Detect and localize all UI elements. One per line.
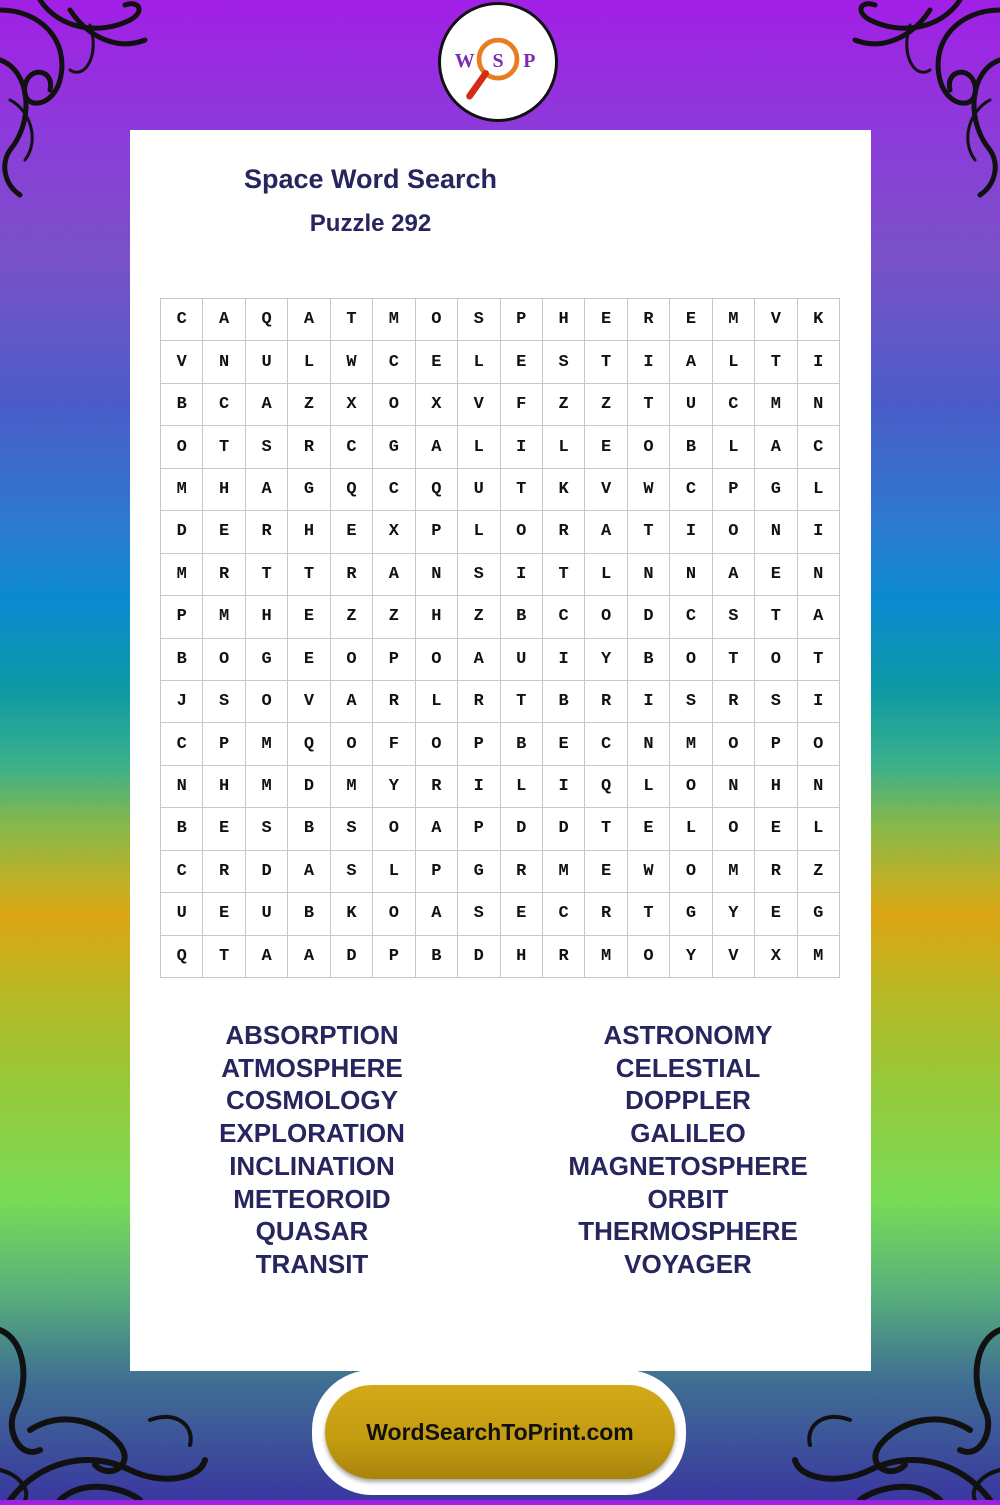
grid-cell[interactable]: Y	[670, 936, 712, 978]
grid-cell[interactable]: L	[798, 469, 840, 511]
logo-letter-p: P	[523, 49, 536, 72]
magnifier-logo-icon	[441, 5, 555, 119]
grid-cell[interactable]: R	[585, 893, 627, 935]
grid-cell[interactable]: D	[458, 936, 500, 978]
word-list-item: EXPLORATION	[219, 1118, 405, 1149]
grid-cell[interactable]: K	[543, 469, 585, 511]
grid-cell[interactable]: C	[713, 384, 755, 426]
grid-cell[interactable]: E	[585, 426, 627, 468]
grid-cell[interactable]: N	[798, 554, 840, 596]
grid-cell[interactable]: R	[203, 554, 245, 596]
grid-cell[interactable]: E	[585, 851, 627, 893]
grid-cell[interactable]: K	[331, 893, 373, 935]
grid-cell[interactable]: M	[543, 851, 585, 893]
grid-cell[interactable]: O	[246, 681, 288, 723]
grid-cell[interactable]: V	[755, 299, 797, 341]
grid-cell[interactable]: A	[246, 469, 288, 511]
grid-cell[interactable]: S	[203, 681, 245, 723]
grid-cell[interactable]: B	[501, 723, 543, 765]
grid-cell[interactable]: P	[501, 299, 543, 341]
grid-cell[interactable]: T	[755, 596, 797, 638]
grid-cell[interactable]: Z	[543, 384, 585, 426]
grid-cell[interactable]: U	[501, 639, 543, 681]
grid-cell[interactable]: O	[798, 723, 840, 765]
grid-cell[interactable]: A	[713, 554, 755, 596]
grid-cell[interactable]: C	[203, 384, 245, 426]
grid-cell[interactable]: T	[288, 554, 330, 596]
grid-cell[interactable]: S	[331, 808, 373, 850]
grid-cell[interactable]: G	[755, 469, 797, 511]
grid-cell[interactable]: O	[331, 723, 373, 765]
grid-cell[interactable]: A	[288, 299, 330, 341]
grid-cell[interactable]: A	[203, 299, 245, 341]
grid-cell[interactable]: X	[755, 936, 797, 978]
grid-cell[interactable]: M	[755, 384, 797, 426]
grid-cell[interactable]: L	[798, 808, 840, 850]
grid-cell[interactable]: S	[246, 808, 288, 850]
grid-cell[interactable]: O	[670, 851, 712, 893]
word-list-item: ORBIT	[647, 1183, 729, 1214]
grid-cell[interactable]: A	[798, 596, 840, 638]
grid-cell[interactable]: Z	[798, 851, 840, 893]
grid-cell[interactable]: F	[501, 384, 543, 426]
grid-cell[interactable]: U	[246, 341, 288, 383]
grid-cell[interactable]: R	[203, 851, 245, 893]
grid-cell[interactable]: T	[203, 936, 245, 978]
grid-cell[interactable]: H	[755, 766, 797, 808]
grid-cell[interactable]: S	[331, 851, 373, 893]
grid-cell[interactable]: A	[373, 554, 415, 596]
grid-cell[interactable]: J	[161, 681, 203, 723]
grid-cell[interactable]: U	[458, 469, 500, 511]
grid-cell[interactable]: O	[161, 426, 203, 468]
grid-cell[interactable]: C	[373, 469, 415, 511]
grid-cell[interactable]: O	[501, 511, 543, 553]
grid-cell[interactable]: D	[288, 766, 330, 808]
word-list-left	[162, 1019, 462, 1281]
grid-cell[interactable]: R	[416, 766, 458, 808]
grid-cell[interactable]: B	[416, 936, 458, 978]
grid-cell[interactable]: W	[628, 851, 670, 893]
grid-cell[interactable]: E	[288, 639, 330, 681]
grid-cell[interactable]: N	[628, 723, 670, 765]
grid-cell[interactable]: P	[416, 511, 458, 553]
grid-cell[interactable]: O	[373, 384, 415, 426]
grid-cell[interactable]: V	[161, 341, 203, 383]
grid-cell[interactable]: C	[161, 723, 203, 765]
site-logo[interactable]	[438, 2, 558, 122]
grid-cell[interactable]: M	[331, 766, 373, 808]
grid-cell[interactable]: H	[501, 936, 543, 978]
grid-cell[interactable]: O	[373, 893, 415, 935]
grid-cell[interactable]: P	[458, 808, 500, 850]
puzzle-subtitle: Puzzle 292	[309, 210, 432, 237]
grid-cell[interactable]: E	[755, 893, 797, 935]
grid-cell[interactable]: V	[288, 681, 330, 723]
grid-cell[interactable]: Z	[331, 596, 373, 638]
word-list-item: MAGNETOSPHERE	[568, 1150, 808, 1181]
grid-cell[interactable]: B	[501, 596, 543, 638]
grid-cell[interactable]: O	[628, 936, 670, 978]
grid-cell[interactable]: M	[373, 299, 415, 341]
grid-cell[interactable]: E	[203, 511, 245, 553]
grid-cell[interactable]: C	[161, 851, 203, 893]
grid-cell[interactable]: I	[628, 341, 670, 383]
grid-cell[interactable]: T	[501, 469, 543, 511]
grid-cell[interactable]: E	[670, 299, 712, 341]
grid-cell[interactable]: L	[585, 554, 627, 596]
grid-cell[interactable]: R	[628, 299, 670, 341]
grid-cell[interactable]: T	[501, 681, 543, 723]
grid-cell[interactable]: E	[203, 893, 245, 935]
grid-cell[interactable]: Z	[373, 596, 415, 638]
grid-cell[interactable]: O	[416, 639, 458, 681]
grid-cell[interactable]: O	[670, 639, 712, 681]
grid-cell[interactable]: A	[755, 426, 797, 468]
grid-cell[interactable]: Y	[585, 639, 627, 681]
grid-cell[interactable]: C	[543, 893, 585, 935]
grid-cell[interactable]: R	[755, 851, 797, 893]
grid-cell[interactable]: N	[798, 766, 840, 808]
grid-cell[interactable]: R	[543, 936, 585, 978]
grid-cell[interactable]: E	[755, 554, 797, 596]
grid-cell[interactable]: E	[543, 723, 585, 765]
grid-cell[interactable]: R	[585, 681, 627, 723]
grid-cell[interactable]: S	[458, 893, 500, 935]
grid-cell[interactable]: R	[713, 681, 755, 723]
grid-cell[interactable]: W	[331, 341, 373, 383]
grid-cell[interactable]: F	[373, 723, 415, 765]
grid-cell[interactable]: L	[373, 851, 415, 893]
grid-cell[interactable]: A	[416, 893, 458, 935]
grid-cell[interactable]: R	[458, 681, 500, 723]
grid-cell[interactable]: T	[755, 341, 797, 383]
grid-cell[interactable]: B	[161, 639, 203, 681]
grid-cell[interactable]: C	[161, 299, 203, 341]
grid-cell[interactable]: A	[246, 936, 288, 978]
grid-cell[interactable]: T	[331, 299, 373, 341]
grid-cell[interactable]: M	[161, 554, 203, 596]
grid-cell[interactable]: Q	[416, 469, 458, 511]
grid-cell[interactable]: S	[755, 681, 797, 723]
grid-cell[interactable]: B	[161, 808, 203, 850]
grid-cell[interactable]: Y	[713, 893, 755, 935]
grid-cell[interactable]: E	[628, 808, 670, 850]
grid-cell[interactable]: T	[585, 808, 627, 850]
grid-cell[interactable]: L	[458, 341, 500, 383]
grid-cell[interactable]: R	[543, 511, 585, 553]
grid-cell[interactable]: N	[203, 341, 245, 383]
grid-cell[interactable]: V	[458, 384, 500, 426]
grid-cell[interactable]: G	[458, 851, 500, 893]
grid-cell[interactable]: E	[288, 596, 330, 638]
grid-cell[interactable]: R	[501, 851, 543, 893]
word-list-item: GALILEO	[630, 1118, 746, 1149]
grid-cell[interactable]: Z	[458, 596, 500, 638]
grid-cell[interactable]: Q	[288, 723, 330, 765]
grid-cell[interactable]: H	[543, 299, 585, 341]
grid-cell[interactable]: L	[543, 426, 585, 468]
grid-cell[interactable]: N	[713, 766, 755, 808]
grid-cell[interactable]: A	[416, 808, 458, 850]
word-list-item: CELESTIAL	[615, 1052, 761, 1083]
word-list-item: QUASAR	[255, 1216, 369, 1247]
grid-cell[interactable]: L	[501, 766, 543, 808]
site-link-button[interactable]	[325, 1385, 675, 1479]
grid-cell[interactable]: M	[203, 596, 245, 638]
corner-flourish-top-right	[850, 0, 1000, 200]
grid-cell[interactable]: N	[755, 511, 797, 553]
grid-cell[interactable]: A	[331, 681, 373, 723]
grid-cell[interactable]: O	[585, 596, 627, 638]
grid-cell[interactable]: A	[670, 341, 712, 383]
grid-cell[interactable]: A	[288, 851, 330, 893]
grid-cell[interactable]: G	[288, 469, 330, 511]
grid-cell[interactable]: E	[203, 808, 245, 850]
grid-cell[interactable]: N	[628, 554, 670, 596]
grid-cell[interactable]: Z	[585, 384, 627, 426]
grid-cell[interactable]: N	[798, 384, 840, 426]
grid-cell[interactable]: C	[543, 596, 585, 638]
grid-cell[interactable]: M	[713, 299, 755, 341]
grid-cell[interactable]: A	[288, 936, 330, 978]
grid-cell[interactable]: P	[713, 469, 755, 511]
word-list-item: ASTRONOMY	[603, 1020, 773, 1050]
grid-cell[interactable]: A	[585, 511, 627, 553]
grid-cell[interactable]: A	[458, 639, 500, 681]
grid-cell[interactable]: E	[501, 341, 543, 383]
grid-cell[interactable]: M	[713, 851, 755, 893]
grid-cell[interactable]: Z	[288, 384, 330, 426]
grid-cell[interactable]: O	[670, 766, 712, 808]
grid-cell[interactable]: C	[373, 341, 415, 383]
grid-cell[interactable]: R	[288, 426, 330, 468]
grid-cell[interactable]: X	[416, 384, 458, 426]
grid-cell[interactable]: M	[246, 723, 288, 765]
grid-cell[interactable]: I	[543, 639, 585, 681]
grid-cell[interactable]: T	[628, 893, 670, 935]
grid-cell[interactable]: Q	[331, 469, 373, 511]
grid-cell[interactable]: O	[755, 639, 797, 681]
grid-cell[interactable]: N	[161, 766, 203, 808]
grid-cell[interactable]: T	[713, 639, 755, 681]
grid-cell[interactable]: H	[246, 596, 288, 638]
site-link-label: WordSearchToPrint.com	[366, 1418, 634, 1445]
word-list-item: THERMOSPHERE	[578, 1216, 798, 1247]
grid-cell[interactable]: H	[203, 469, 245, 511]
grid-cell[interactable]: A	[246, 384, 288, 426]
grid-cell[interactable]: P	[373, 936, 415, 978]
grid-cell[interactable]: I	[798, 341, 840, 383]
grid-cell[interactable]: O	[713, 511, 755, 553]
grid-cell[interactable]: I	[501, 554, 543, 596]
grid-cell[interactable]: H	[416, 596, 458, 638]
grid-cell[interactable]: T	[628, 384, 670, 426]
grid-cell[interactable]: L	[713, 341, 755, 383]
grid-cell[interactable]: U	[246, 893, 288, 935]
grid-cell[interactable]: E	[755, 808, 797, 850]
grid-cell[interactable]: P	[755, 723, 797, 765]
grid-cell[interactable]: B	[288, 808, 330, 850]
grid-cell[interactable]: R	[331, 554, 373, 596]
grid-cell[interactable]: S	[543, 341, 585, 383]
grid-cell[interactable]: D	[161, 511, 203, 553]
grid-cell[interactable]: T	[798, 639, 840, 681]
grid-cell[interactable]: I	[458, 766, 500, 808]
grid-cell[interactable]: B	[628, 639, 670, 681]
grid-cell[interactable]: C	[670, 596, 712, 638]
grid-cell[interactable]: P	[161, 596, 203, 638]
grid-cell[interactable]: O	[713, 723, 755, 765]
grid-cell[interactable]: M	[798, 936, 840, 978]
grid-cell[interactable]: I	[628, 681, 670, 723]
grid-cell[interactable]: I	[798, 511, 840, 553]
grid-cell[interactable]: O	[373, 808, 415, 850]
grid-cell[interactable]: L	[416, 681, 458, 723]
word-list-item: COSMOLOGY	[226, 1085, 398, 1116]
grid-cell[interactable]: X	[373, 511, 415, 553]
grid-cell[interactable]: E	[416, 341, 458, 383]
grid-cell[interactable]: N	[416, 554, 458, 596]
word-list-item: ATMOSPHERE	[221, 1052, 403, 1083]
grid-cell[interactable]: P	[458, 723, 500, 765]
grid-cell[interactable]: I	[501, 426, 543, 468]
word-list-item: DOPPLER	[625, 1085, 751, 1116]
grid-cell[interactable]: Y	[373, 766, 415, 808]
grid-cell[interactable]: L	[713, 426, 755, 468]
grid-cell[interactable]: S	[713, 596, 755, 638]
letter-grid	[160, 298, 840, 978]
grid-cell[interactable]: W	[628, 469, 670, 511]
grid-cell[interactable]: I	[670, 511, 712, 553]
grid-cell[interactable]: H	[288, 511, 330, 553]
logo-letter-w: W	[454, 49, 475, 72]
grid-cell[interactable]: M	[161, 469, 203, 511]
grid-cell[interactable]: E	[331, 511, 373, 553]
grid-cell[interactable]: L	[288, 341, 330, 383]
grid-cell[interactable]: T	[628, 511, 670, 553]
grid-cell[interactable]: D	[331, 936, 373, 978]
grid-cell[interactable]: V	[585, 469, 627, 511]
grid-cell[interactable]: L	[670, 808, 712, 850]
grid-cell[interactable]: O	[331, 639, 373, 681]
grid-cell[interactable]: Q	[585, 766, 627, 808]
grid-cell[interactable]: D	[543, 808, 585, 850]
grid-cell[interactable]: O	[203, 639, 245, 681]
grid-cell[interactable]: P	[416, 851, 458, 893]
grid-cell[interactable]: S	[246, 426, 288, 468]
grid-cell[interactable]: D	[501, 808, 543, 850]
grid-cell[interactable]: B	[543, 681, 585, 723]
grid-cell[interactable]: C	[798, 426, 840, 468]
grid-cell[interactable]: L	[458, 426, 500, 468]
grid-cell[interactable]: S	[670, 681, 712, 723]
grid-cell[interactable]: N	[670, 554, 712, 596]
grid-cell[interactable]: P	[373, 639, 415, 681]
grid-cell[interactable]: T	[246, 554, 288, 596]
grid-cell[interactable]: O	[416, 299, 458, 341]
grid-cell[interactable]: R	[373, 681, 415, 723]
grid-cell[interactable]: S	[458, 299, 500, 341]
grid-cell[interactable]: M	[670, 723, 712, 765]
grid-cell[interactable]: U	[161, 893, 203, 935]
grid-cell[interactable]: M	[585, 936, 627, 978]
grid-cell[interactable]: O	[416, 723, 458, 765]
grid-cell[interactable]: R	[246, 511, 288, 553]
grid-cell[interactable]: G	[798, 893, 840, 935]
grid-cell[interactable]: G	[373, 426, 415, 468]
grid-cell[interactable]: S	[458, 554, 500, 596]
grid-cell[interactable]: P	[203, 723, 245, 765]
grid-cell[interactable]: E	[501, 893, 543, 935]
grid-cell[interactable]: T	[543, 554, 585, 596]
grid-cell[interactable]: O	[628, 426, 670, 468]
grid-cell[interactable]: K	[798, 299, 840, 341]
grid-cell[interactable]: D	[628, 596, 670, 638]
grid-cell[interactable]: B	[161, 384, 203, 426]
grid-cell[interactable]: C	[670, 469, 712, 511]
word-list-item: VOYAGER	[624, 1248, 752, 1279]
grid-cell[interactable]: B	[288, 893, 330, 935]
grid-cell[interactable]: E	[585, 299, 627, 341]
logo-letter-s: S	[492, 49, 504, 72]
grid-cell[interactable]: I	[798, 681, 840, 723]
word-list-item: METEOROID	[233, 1183, 391, 1214]
grid-cell[interactable]: Q	[161, 936, 203, 978]
grid-cell[interactable]: O	[713, 808, 755, 850]
grid-cell[interactable]: T	[203, 426, 245, 468]
grid-cell[interactable]: U	[670, 384, 712, 426]
grid-cell[interactable]: I	[543, 766, 585, 808]
word-list-item: INCLINATION	[229, 1150, 395, 1181]
word-list-right	[538, 1019, 838, 1281]
grid-cell[interactable]: T	[585, 341, 627, 383]
grid-cell[interactable]: X	[331, 384, 373, 426]
grid-cell[interactable]: L	[458, 511, 500, 553]
grid-cell[interactable]: Q	[246, 299, 288, 341]
puzzle-title: Space Word Search	[243, 164, 498, 194]
grid-cell[interactable]: V	[713, 936, 755, 978]
grid-cell[interactable]: C	[331, 426, 373, 468]
grid-cell[interactable]: L	[628, 766, 670, 808]
grid-cell[interactable]: C	[585, 723, 627, 765]
grid-cell[interactable]: H	[203, 766, 245, 808]
grid-cell[interactable]: G	[246, 639, 288, 681]
grid-cell[interactable]: A	[416, 426, 458, 468]
word-list-item: TRANSIT	[255, 1248, 369, 1279]
grid-cell[interactable]: M	[246, 766, 288, 808]
grid-cell[interactable]: B	[670, 426, 712, 468]
word-list-item: ABSORPTION	[225, 1020, 399, 1050]
grid-cell[interactable]: D	[246, 851, 288, 893]
grid-cell[interactable]: G	[670, 893, 712, 935]
